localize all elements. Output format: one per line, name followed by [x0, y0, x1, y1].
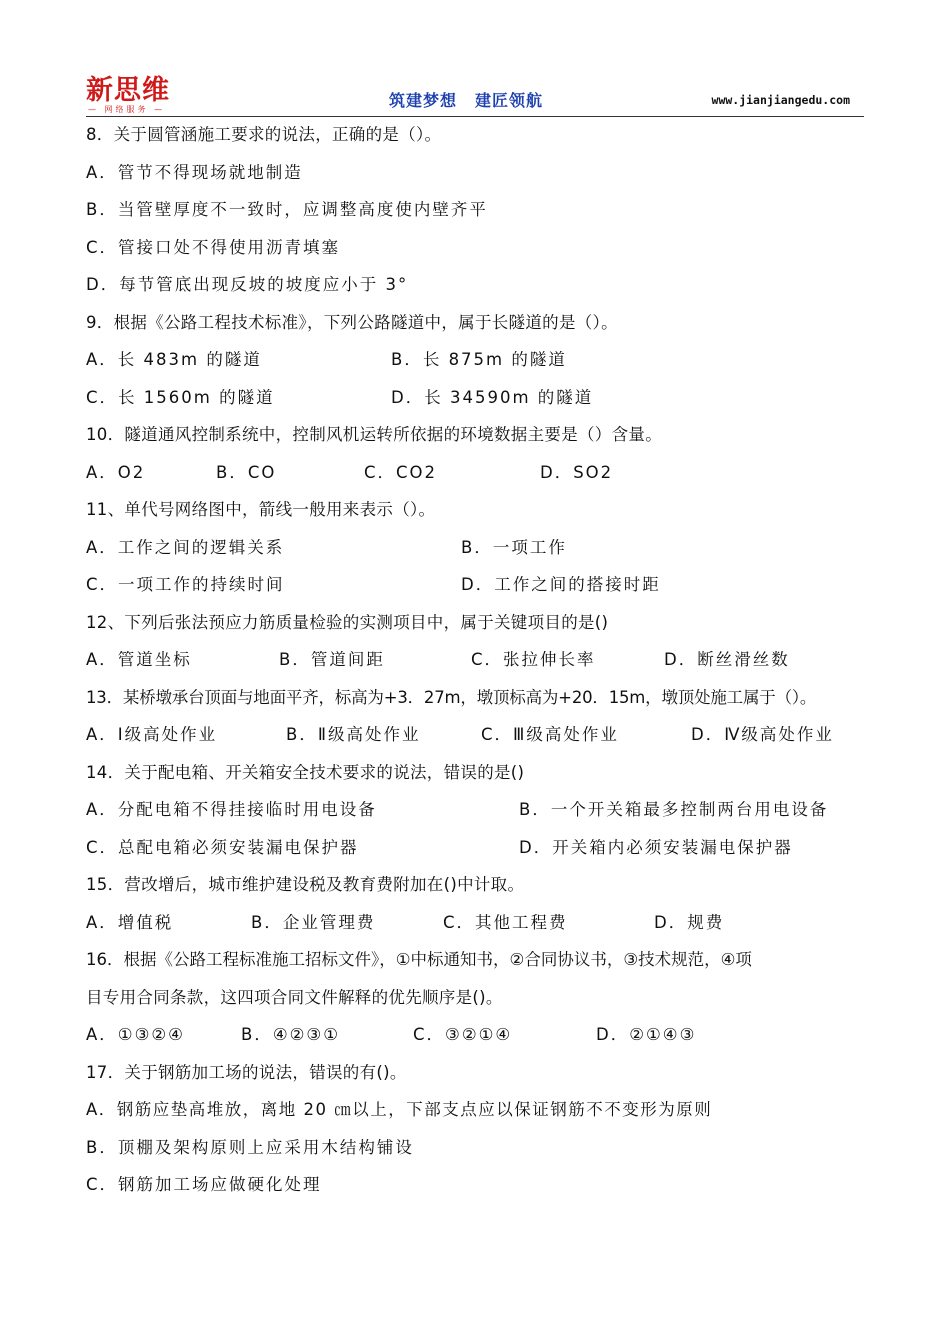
option-12d: D．断丝滑丝数	[664, 650, 790, 669]
option-10a: A．O2	[86, 462, 146, 482]
option-15b: B．企业管理费	[251, 912, 376, 932]
page-header	[86, 76, 864, 117]
slogan-left: 筑建梦想	[389, 91, 458, 110]
option-13c: C．Ⅲ级高处作业	[481, 725, 619, 744]
question-list	[86, 116, 870, 1204]
header-slogan	[389, 88, 561, 111]
option-row	[86, 641, 870, 679]
option-9b: B．长 875m 的隧道	[391, 350, 567, 369]
option-row	[86, 904, 870, 942]
option-11a: A．工作之间的逻辑关系	[86, 537, 285, 557]
option-16d: D．②①④③	[596, 1025, 697, 1044]
option-8b: B．当管壁厚度不一致时，应调整高度使内壁齐平	[86, 200, 488, 219]
option-12c: C．张拉伸长率	[471, 650, 596, 669]
option-row	[86, 829, 870, 867]
option-10c: C．CO2	[364, 462, 438, 482]
option-10d: D．SO2	[540, 462, 614, 482]
question-12: 12、下列后张法预应力筋质量检验的实测项目中，属于关键项目的是()	[86, 612, 609, 632]
question-9: 9．根据《公路工程技术标准》，下列公路隧道中，属于长隧道的是（）。	[86, 312, 618, 332]
option-row	[86, 791, 870, 829]
option-9a: A．长 483m 的隧道	[86, 350, 262, 369]
option-row	[86, 379, 870, 417]
option-row	[86, 566, 870, 604]
option-row	[86, 716, 870, 754]
option-10b: B．CO	[216, 462, 277, 482]
option-8c: C．管接口处不得使用沥青填塞	[86, 237, 341, 257]
option-row	[86, 529, 870, 567]
option-8a: A．管节不得现场就地制造	[86, 162, 303, 182]
option-14d: D．开关箱内必须安装漏电保护器	[519, 837, 793, 857]
option-11b: B．一项工作	[461, 537, 567, 557]
option-12b: B．管道间距	[279, 650, 385, 669]
option-13b: B．Ⅱ级高处作业	[286, 725, 421, 744]
option-14c: C．总配电箱必须安装漏电保护器	[86, 837, 359, 857]
option-17c: C．钢筋加工场应做硬化处理	[86, 1175, 322, 1194]
logo-subtitle: — 网络服务 —	[88, 105, 166, 114]
option-8d: D．每节管底出现反坡的坡度应小于 3°	[86, 275, 409, 294]
option-17b: B．顶棚及架构原则上应采用木结构铺设	[86, 1137, 414, 1157]
question-15: 15．营改增后，城市维护建设税及教育费附加在()中计取。	[86, 875, 525, 894]
option-9d: D．长 34590m 的隧道	[391, 387, 594, 407]
question-16-line2: 目专用合同条款，这四项合同文件解释的优先顺序是()。	[86, 987, 503, 1007]
option-12a: A．管道坐标	[86, 650, 192, 669]
option-13d: D．Ⅳ级高处作业	[691, 725, 834, 744]
option-row	[86, 1016, 870, 1054]
option-16c: C．③②①④	[413, 1025, 513, 1044]
option-16a: A．①③②④	[86, 1025, 185, 1044]
question-17: 17．关于钢筋加工场的说法，错误的有()。	[86, 1062, 407, 1082]
option-11c: C．一项工作的持续时间	[86, 575, 285, 594]
question-16-line1: 16．根据《公路工程标准施工招标文件》，①中标通知书，②合同协议书，③技术规范，④项	[86, 950, 752, 969]
option-15a: A．增值税	[86, 912, 174, 932]
option-15c: C．其他工程费	[443, 912, 568, 932]
option-15d: D．规费	[654, 912, 725, 932]
option-row	[86, 341, 870, 379]
option-row	[86, 454, 870, 492]
question-8: 8．关于圆管涵施工要求的说法，正确的是（）。	[86, 125, 442, 144]
question-14: 14．关于配电箱、开关箱安全技术要求的说法，错误的是()	[86, 762, 525, 782]
option-9c: C．长 1560m 的隧道	[86, 387, 275, 407]
option-17a: A．钢筋应垫高堆放，离地 20 ㎝以上，下部支点应以保证钢筋不不变形为原则	[86, 1100, 713, 1119]
slogan-right: 建匠领航	[475, 91, 544, 110]
logo	[86, 76, 196, 116]
option-11d: D．工作之间的搭接时距	[461, 575, 661, 594]
option-14b: B．一个开关箱最多控制两台用电设备	[519, 800, 829, 819]
option-13a: A．Ⅰ级高处作业	[86, 725, 218, 744]
website-url: www.jianjiangedu.com	[711, 93, 850, 107]
question-11: 11、单代号网络图中，箭线一般用来表示（）。	[86, 500, 436, 519]
option-16b: B．④②③①	[241, 1025, 340, 1044]
logo-text: 新思维	[86, 75, 170, 106]
question-13: 13．某桥墩承台顶面与地面平齐，标高为+3．27m，墩顶标高为+20．15m，墩顶处施工属于（）。	[86, 687, 817, 707]
option-14a: A．分配电箱不得挂接临时用电设备	[86, 800, 377, 819]
question-10: 10．隧道通风控制系统中，控制风机运转所依据的环境数据主要是（）含量。	[86, 425, 662, 444]
